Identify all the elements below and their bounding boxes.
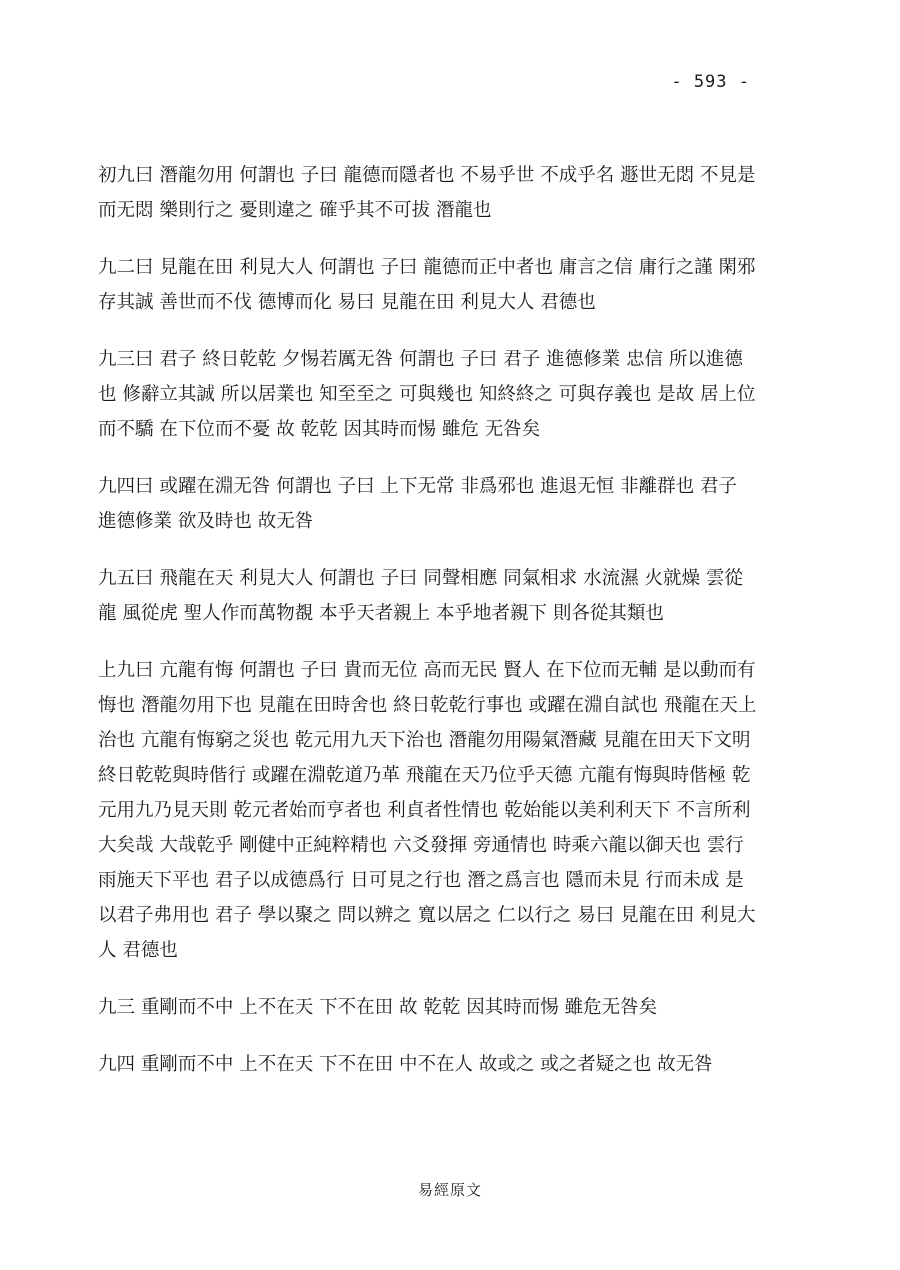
footer-title: 易經原文: [417, 1181, 482, 1199]
document-body: [98, 158, 758, 1104]
paragraph-jiu-san: 九三曰 君子 終日乾乾 夕惕若厲无咎 何謂也 子曰 君子 進德修業 忠信 所以進德也 修辭立其誠 所以居業也 知至至之 可與幾也 知終終之 可與存義也 是故 居上位而不驕 在下位而不憂 故 乾乾 因其時而惕 雖危 无咎矣: [98, 349, 756, 440]
paragraph-shang-jiu: 上九曰 亢龍有悔 何謂也 子曰 貴而无位 高而无民 賢人 在下位而无輔 是以動而有悔也 潛龍勿用下也 見龍在田時舍也 終日乾乾行事也 或躍在淵自試也 飛龍在天上治也 亢龍有悔窮之災也 乾元用九天下治也 潛龍勿用陽氣潛藏 見龍在田天下文明 終日乾乾與時偕行 或躍在淵乾道乃革 飛龍在天乃位乎天德 亢龍有悔與時偕極 乾元用九乃見天則 乾元者始而亨者也 利貞者性情也 乾始能以美利利天下 不言所利大矣哉 大哉乾乎 剛健中正純粹精也 六爻發揮 旁通情也 時乘六龍以御天也 雲行雨施天下平也 君子以成德爲行 日可見之行也 潛之爲言也 隱而未見 行而未成 是以君子弗用也 君子 學以聚之 問以辨之 寬以居之 仁以行之 易曰 見龍在田 利見大人 君德也: [98, 660, 757, 961]
paragraph-jiu-wu: 九五曰 飛龍在天 利見大人 何謂也 子曰 同聲相應 同氣相求 水流濕 火就燥 雲從龍 風從虎 聖人作而萬物覩 本乎天者親上 本乎地者親下 則各從其類也: [98, 568, 743, 624]
paragraph-chu-jiu: 初九曰 潛龍勿用 何謂也 子曰 龍德而隱者也 不易乎世 不成乎名 遯世无悶 不見是而无悶 樂則行之 憂則違之 確乎其不可拔 潛龍也: [98, 165, 756, 221]
paragraph-jiu-si: 九四曰 或躍在淵无咎 何謂也 子曰 上下无常 非爲邪也 進退无恒 非離群也 君子 進德修業 欲及時也 故无咎: [98, 476, 738, 532]
paragraph-jiu-si-commentary: 九四 重剛而不中 上不在天 下不在田 中不在人 故或之 或之者疑之也 故无咎: [98, 1054, 713, 1075]
page-number: - 593 -: [671, 72, 750, 92]
paragraph-jiu-er: 九二曰 見龍在田 利見大人 何謂也 子曰 龍德而正中者也 庸言之信 庸行之謹 閑邪存其誠 善世而不伐 德博而化 易曰 見龍在田 利見大人 君德也: [98, 257, 756, 313]
paragraph-jiu-san-commentary: 九三 重剛而不中 上不在天 下不在田 故 乾乾 因其時而惕 雖危无咎矣: [98, 997, 658, 1018]
